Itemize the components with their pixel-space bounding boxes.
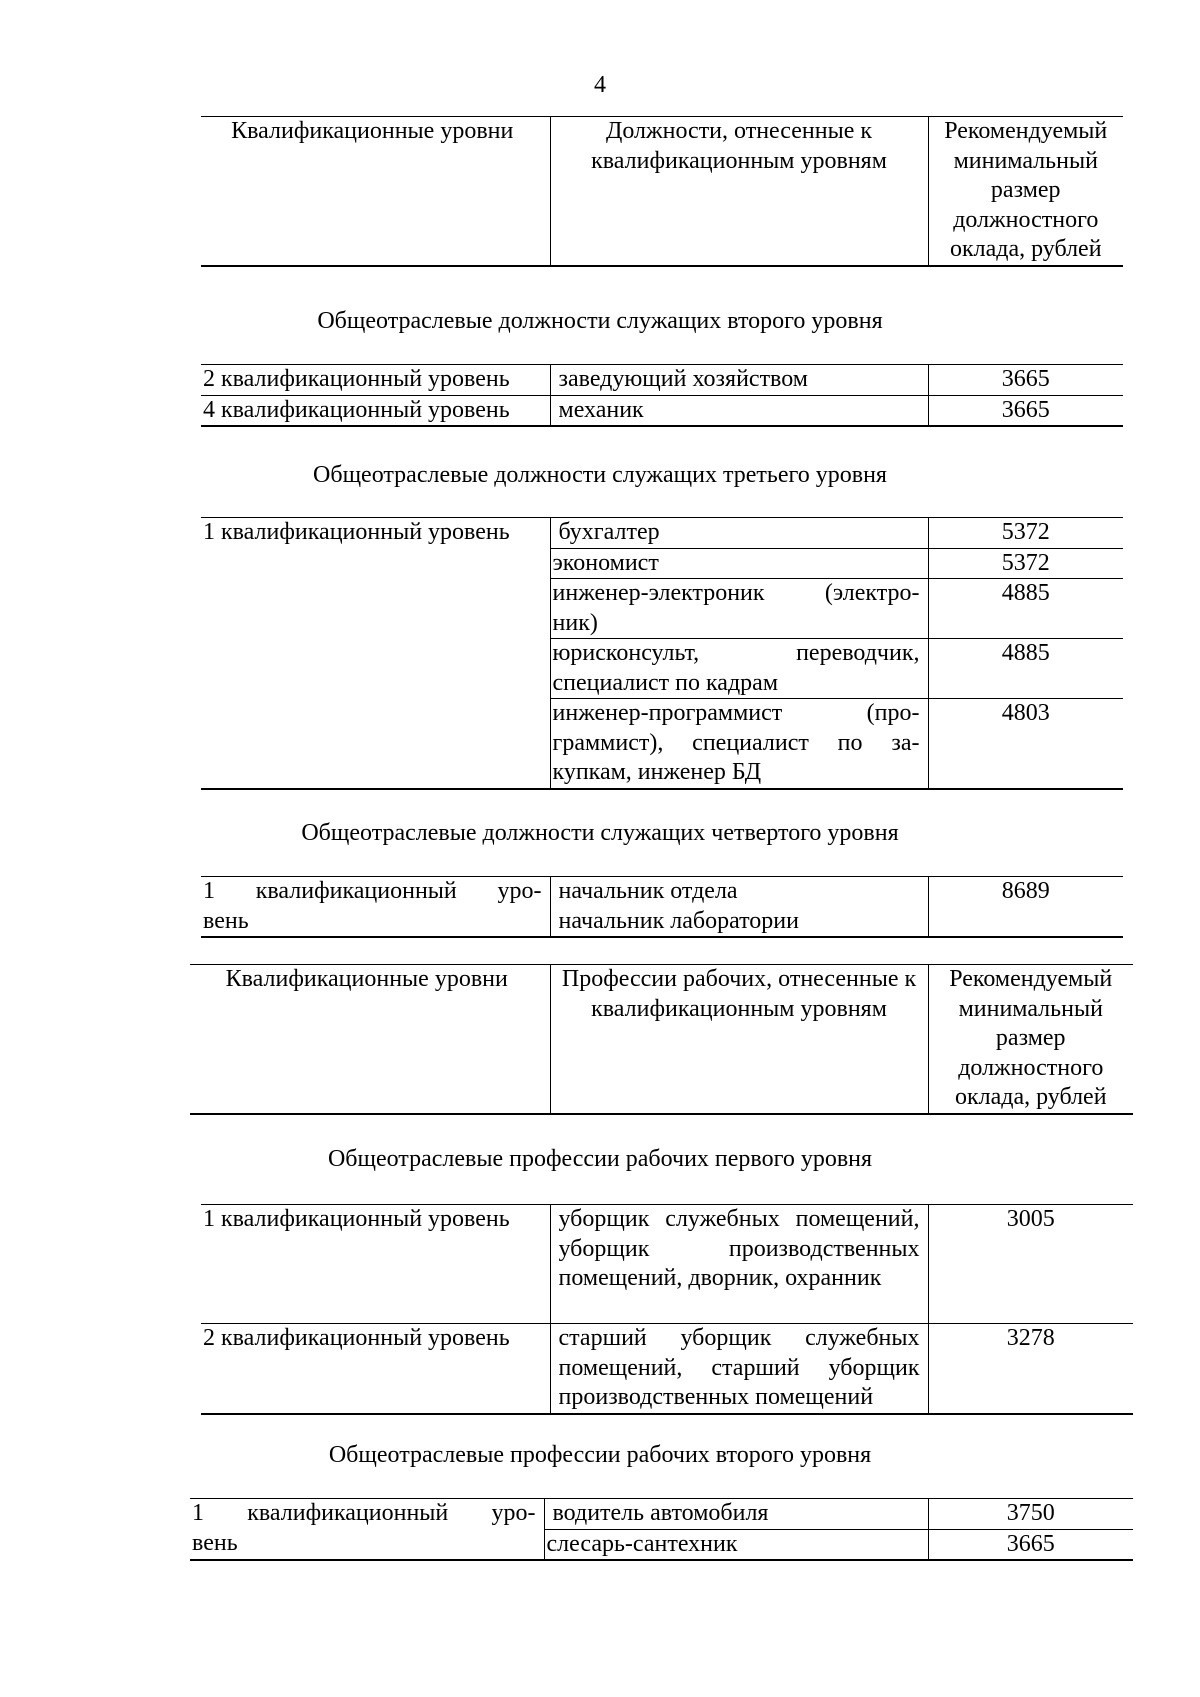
position-cell: начальник отдела начальник лаборатории xyxy=(550,877,928,938)
header-col-salary: Рекомендуемый минимальный размер должностного оклада, рублей xyxy=(928,965,1133,1115)
section-title-workers-level-2: Общеотраслевые профессии рабочих второго уровня xyxy=(328,1442,872,1468)
position-cell: старший уборщик служебных помещений, старший уборщик производственных помещений xyxy=(550,1324,928,1414)
salary-cell: 4885 xyxy=(928,639,1123,699)
table-employees-level-3 xyxy=(201,517,1123,790)
table-workers-level-2 xyxy=(190,1498,1133,1561)
position-cell: инженер-электроник (электро- ник) xyxy=(550,579,928,639)
position-cell: заведующий хозяйством xyxy=(550,365,928,396)
position-cell: водитель автомобиля xyxy=(544,1499,928,1530)
table-row xyxy=(190,1499,1133,1530)
header-col-positions: Должности, отнесенные к квалификационным уровням xyxy=(550,117,928,267)
salary-cell: 3750 xyxy=(928,1499,1133,1530)
level-cell: 2 квалификационный уровень xyxy=(201,1324,550,1414)
table-row xyxy=(201,518,1123,549)
table-employees-level-2 xyxy=(201,364,1123,427)
position-cell: бухгалтер xyxy=(550,518,928,549)
position-cell: экономист xyxy=(550,548,928,579)
salary-cell: 5372 xyxy=(928,518,1123,549)
level-cell: 1 квалификационный уро- вень xyxy=(201,877,550,938)
position-cell: юрисконсульт, переводчик, специалист по кадрам xyxy=(550,639,928,699)
salary-cell: 3665 xyxy=(928,365,1123,396)
position-cell: слесарь-сантехник xyxy=(544,1529,928,1560)
position-cell: инженер-программист (про- граммист), специалист по за- купкам, инженер БД xyxy=(550,699,928,789)
table-row xyxy=(201,365,1123,396)
header-col-professions: Профессии рабочих, отнесенные к квалификационным уровням xyxy=(550,965,928,1115)
salary-cell: 8689 xyxy=(928,877,1123,938)
header-col-levels: Квалификационные уровни xyxy=(190,965,550,1115)
table-row xyxy=(201,395,1123,426)
salary-cell: 3005 xyxy=(928,1205,1133,1324)
salary-cell: 4803 xyxy=(928,699,1123,789)
header-table-professions xyxy=(190,964,1133,1115)
level-cell: 2 квалификационный уровень xyxy=(201,365,550,396)
section-title-employees-level-3: Общеотраслевые должности служащих третьего уровня xyxy=(313,462,887,488)
header-table-positions xyxy=(201,116,1123,267)
table-workers-level-1 xyxy=(201,1204,1133,1415)
header-col-levels: Квалификационные уровни xyxy=(201,117,550,267)
section-title-employees-level-2: Общеотраслевые должности служащих второго уровня xyxy=(317,308,883,334)
salary-cell: 5372 xyxy=(928,548,1123,579)
position-cell: механик xyxy=(550,395,928,426)
section-title-workers-level-1: Общеотраслевые профессии рабочих первого уровня xyxy=(327,1146,873,1172)
level-cell: 1 квалификационный уровень xyxy=(201,1205,550,1324)
level-cell: 4 квалификационный уровень xyxy=(201,395,550,426)
table-row xyxy=(201,1205,1133,1324)
salary-cell: 3278 xyxy=(928,1324,1133,1414)
level-cell: 1 квалификационный уро- вень xyxy=(190,1499,544,1561)
table-row xyxy=(201,1324,1133,1414)
salary-cell: 4885 xyxy=(928,579,1123,639)
table-employees-level-4 xyxy=(201,876,1123,938)
header-col-salary: Рекомендуемый минимальный размер должностного оклада, рублей xyxy=(928,117,1123,267)
salary-cell: 3665 xyxy=(928,395,1123,426)
section-title-employees-level-4: Общеотраслевые должности служащих четвертого уровня xyxy=(301,820,899,846)
table-row xyxy=(201,877,1123,938)
level-cell: 1 квалификационный уровень xyxy=(201,518,550,789)
position-cell: уборщик служебных помещений, уборщик производственных помещений, дворник, охранник xyxy=(550,1205,928,1324)
salary-cell: 3665 xyxy=(928,1529,1133,1560)
page-number: 4 xyxy=(594,72,606,98)
